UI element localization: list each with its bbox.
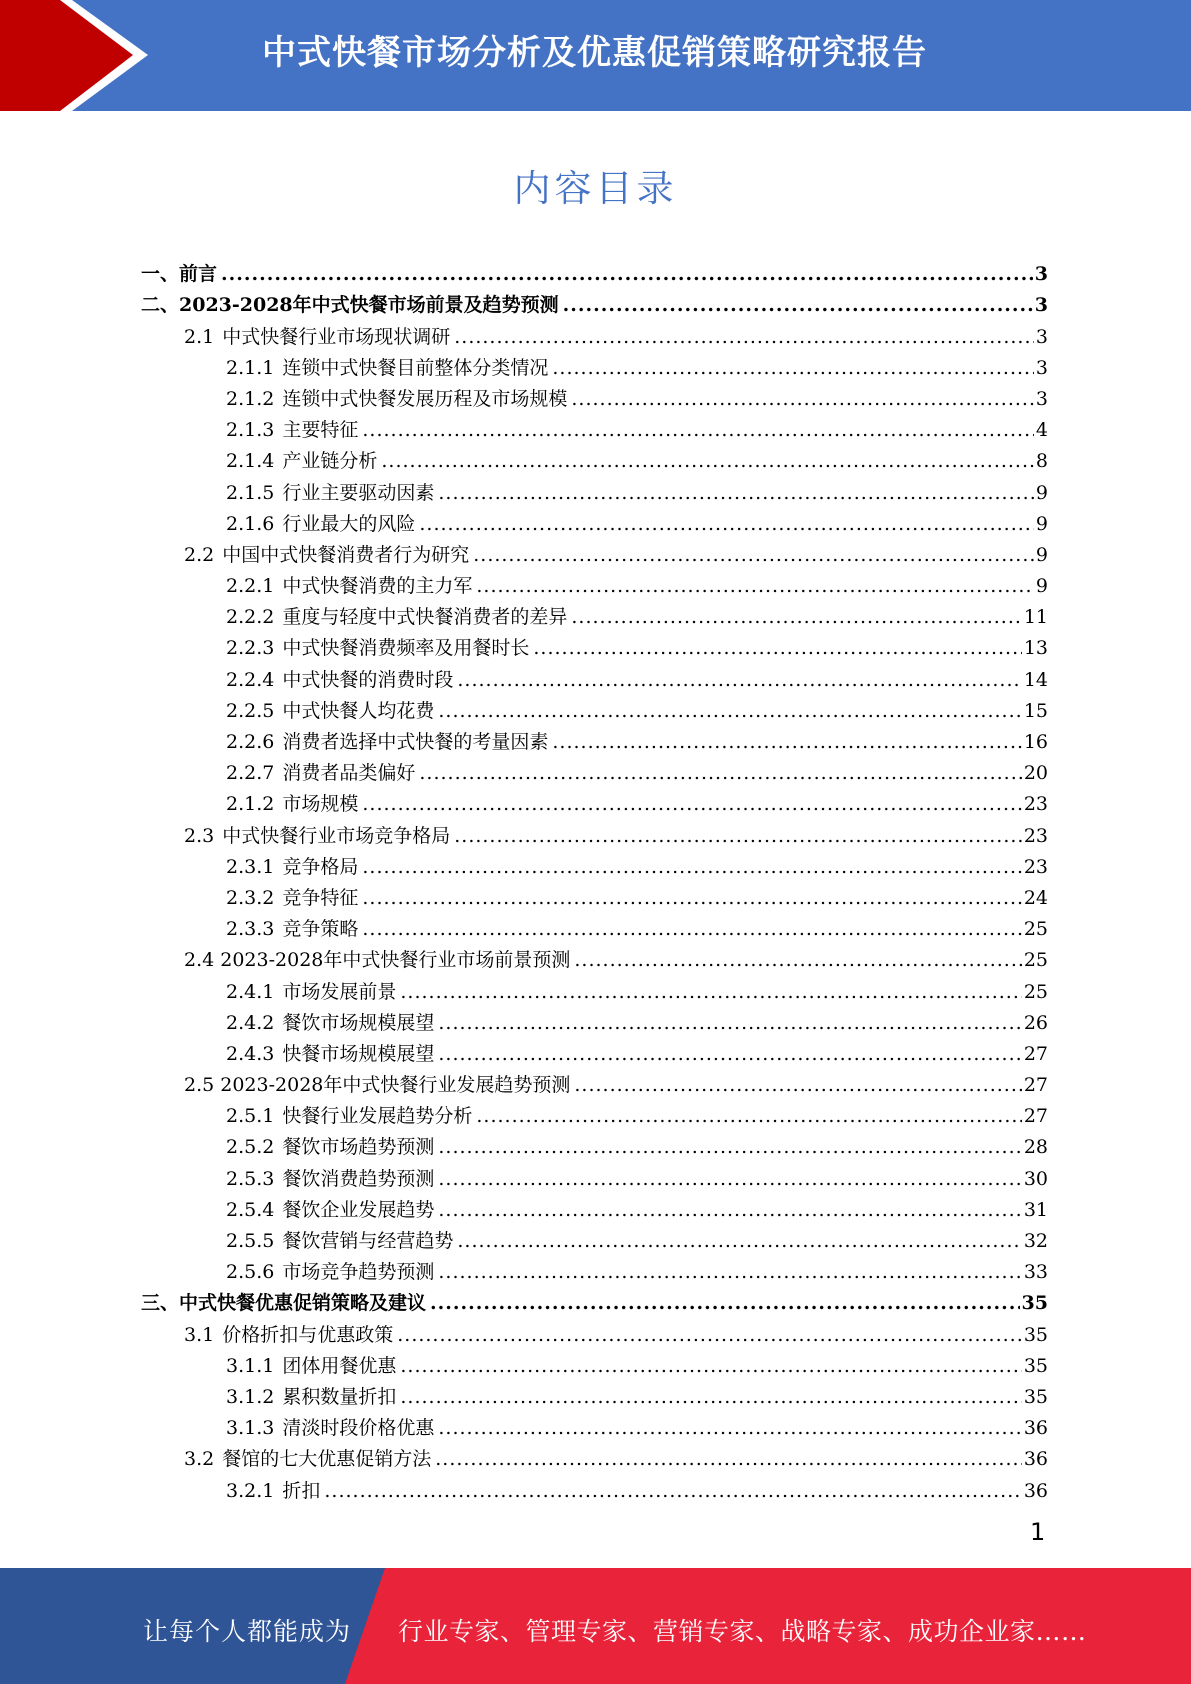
toc-leader-dots	[435, 1448, 1022, 1470]
toc-entry-title: 餐饮消费趋势预测	[282, 1167, 435, 1190]
toc-leader-dots	[438, 1136, 1021, 1158]
toc-entry[interactable]	[141, 1221, 1048, 1252]
toc-entry-title: 市场发展前景	[282, 980, 397, 1003]
toc-entry-page: 8	[1035, 450, 1048, 473]
toc-entry-number: 3.1.3	[226, 1417, 275, 1440]
toc-entry-page: 23	[1023, 793, 1048, 816]
toc-leader-dots	[397, 1324, 1022, 1346]
toc-leader-dots	[563, 294, 1033, 316]
toc-entry-title: 行业主要驱动因素	[282, 481, 435, 504]
toc-entry[interactable]	[141, 1190, 1048, 1221]
toc-leader-dots	[454, 825, 1022, 847]
toc-entry[interactable]	[141, 659, 1048, 690]
toc-entry-number: 3.2	[184, 1448, 215, 1471]
toc-entry-number: 2.1	[184, 325, 215, 348]
toc-leader-dots	[552, 357, 1034, 379]
toc-entry-page: 35	[1023, 1323, 1048, 1346]
toc-entry-title: 连锁中式快餐目前整体分类情况	[282, 356, 549, 379]
toc-leader-dots	[438, 1168, 1021, 1190]
toc-entry-number: 2.3	[184, 824, 215, 847]
toc-entry-title: 竞争策略	[282, 918, 359, 941]
toc-entry-number: 2.3.2	[226, 886, 275, 909]
toc-entry-title: 连锁中式快餐发展历程及市场规模	[282, 387, 568, 410]
toc-entry-title: 主要特征	[282, 419, 359, 442]
toc-entry-number: 2.1.3	[226, 419, 275, 442]
toc-entry[interactable]	[141, 971, 1048, 1002]
toc-entry-number: 2.2.3	[226, 637, 275, 660]
toc-entry-number: 2.1.6	[226, 512, 275, 535]
toc-leader-dots	[400, 981, 1021, 1003]
toc-entry-number: 2.5.5	[226, 1230, 275, 1252]
toc-entry-page: 28	[1023, 1136, 1048, 1159]
toc-leader-dots	[574, 1074, 1021, 1096]
toc-leader-dots	[430, 1292, 1020, 1314]
toc-entry-page: 9	[1035, 575, 1048, 598]
toc-entry[interactable]	[141, 1034, 1048, 1065]
toc-entry-title: 餐饮市场规模展望	[282, 1011, 435, 1034]
toc-entry-page: 3	[1034, 263, 1048, 286]
toc-entry-title: 清淡时段价格优惠	[282, 1417, 435, 1440]
toc-leader-dots	[457, 669, 1021, 691]
toc-entry-title: 市场规模	[282, 793, 359, 816]
toc-entry[interactable]	[141, 535, 1048, 566]
toc-entry-number: 2.2.2	[226, 606, 275, 629]
toc-entry[interactable]	[141, 1439, 1048, 1470]
toc-entry-title: 消费者选择中式快餐的考量因素	[282, 731, 549, 753]
toc-entry-title: 行业最大的风险	[282, 512, 416, 535]
toc-entry-number: 3.1.1	[226, 1354, 275, 1377]
toc-leader-dots	[438, 700, 1021, 722]
toc-entry-page: 9	[1035, 543, 1048, 566]
toc-entry-title: 累积数量折扣	[282, 1385, 397, 1408]
toc-entry-number: 2.2.1	[226, 575, 275, 598]
toc-entry-page: 32	[1023, 1230, 1048, 1252]
toc-entry[interactable]	[141, 753, 1048, 784]
toc-heading: 内容目录	[513, 167, 678, 210]
toc-leader-dots	[400, 1355, 1021, 1377]
toc-entry-number: 2.2.6	[226, 731, 275, 753]
toc-entry-number: 2.1.5	[226, 481, 275, 504]
toc-entry-title: 餐饮市场趋势预测	[282, 1136, 435, 1159]
toc-entry-page: 9	[1035, 481, 1048, 504]
toc-entry-title: 价格折扣与优惠政策	[222, 1323, 394, 1346]
toc-entry[interactable]	[141, 254, 1048, 285]
toc-entry-title: 竞争特征	[282, 886, 359, 909]
toc-entry-title: 快餐行业发展趋势分析	[282, 1105, 473, 1128]
toc-entry-page: 25	[1023, 918, 1048, 941]
toc-entry-title: 产业链分析	[282, 450, 378, 473]
toc-entry-title: 餐饮企业发展趋势	[282, 1198, 435, 1221]
toc-entry-title: 中式快餐人均花费	[282, 699, 435, 722]
toc-entry[interactable]	[141, 597, 1048, 628]
toc-entry[interactable]	[141, 1003, 1048, 1034]
toc-entry-page: 27	[1023, 1105, 1048, 1128]
table-of-contents	[141, 254, 1048, 1502]
toc-entry-number: 2.4.2	[226, 1011, 275, 1034]
header-banner	[0, 0, 1191, 111]
toc-entry-page: 4	[1035, 419, 1048, 442]
toc-entry-page: 11	[1023, 606, 1048, 629]
toc-entry-number: 2.4.1	[226, 980, 275, 1003]
toc-entry-number: 2.2	[184, 543, 215, 566]
toc-entry-page: 9	[1035, 512, 1048, 535]
toc-leader-dots	[362, 918, 1021, 940]
toc-leader-dots	[454, 326, 1034, 348]
toc-entry[interactable]	[141, 1346, 1048, 1377]
toc-entry-page: 3	[1034, 294, 1048, 317]
page-number: 1	[1030, 1518, 1046, 1546]
toc-leader-dots	[438, 482, 1034, 504]
toc-entry-title: 中式快餐消费频率及用餐时长	[282, 637, 530, 660]
toc-entry[interactable]	[141, 410, 1048, 441]
toc-entry-title: 中式快餐的消费时段	[282, 668, 454, 691]
toc-entry[interactable]	[141, 628, 1048, 659]
toc-entry-number: 2.2.7	[226, 762, 275, 785]
toc-entry-page: 23	[1023, 855, 1048, 878]
toc-leader-dots	[362, 793, 1021, 815]
red-chevron-decoration	[0, 0, 260, 111]
footer-banner	[0, 1568, 1191, 1684]
toc-entry[interactable]	[141, 504, 1048, 535]
toc-entry-page: 13	[1023, 637, 1048, 660]
toc-entry-number: 2.2.4	[226, 668, 275, 691]
toc-leader-dots	[381, 450, 1034, 472]
toc-entry[interactable]	[141, 1408, 1048, 1439]
toc-entry-title: 折扣	[282, 1479, 321, 1502]
toc-entry-page: 33	[1023, 1261, 1048, 1284]
toc-entry-number: 2.1.1	[226, 356, 275, 379]
toc-entry[interactable]	[141, 472, 1048, 503]
toc-entry-page: 30	[1023, 1167, 1048, 1190]
toc-leader-dots	[400, 1386, 1021, 1408]
toc-entry[interactable]	[141, 285, 1048, 316]
toc-entry-title: 团体用餐优惠	[282, 1354, 397, 1377]
toc-entry-title: 中国中式快餐消费者行为研究	[222, 543, 470, 566]
toc-entry-page: 35	[1021, 1292, 1048, 1315]
toc-entry-number: 3.2.1	[226, 1479, 275, 1502]
toc-entry-title: 中式快餐行业市场竞争格局	[222, 824, 451, 847]
toc-leader-dots	[438, 1199, 1021, 1221]
toc-entry-page: 23	[1023, 824, 1048, 847]
toc-entry-number: 2.5.1	[226, 1105, 275, 1128]
toc-entry[interactable]	[141, 379, 1048, 410]
toc-entry[interactable]	[141, 1252, 1048, 1283]
toc-entry-page: 36	[1023, 1417, 1048, 1440]
toc-entry-number: 2.5.3	[226, 1167, 275, 1190]
toc-entry[interactable]	[141, 441, 1048, 472]
toc-entry-number: 2.1.4	[226, 450, 275, 473]
toc-entry[interactable]	[141, 722, 1048, 753]
toc-leader-dots	[362, 419, 1034, 441]
toc-leader-dots	[457, 1230, 1021, 1252]
toc-entry-page: 24	[1023, 886, 1048, 909]
toc-entry-title: 一、前言	[141, 263, 218, 286]
toc-entry[interactable]	[141, 348, 1048, 379]
toc-entry-page: 14	[1023, 668, 1048, 691]
toc-leader-dots	[476, 575, 1034, 597]
toc-entry-page: 25	[1023, 949, 1048, 972]
toc-entry[interactable]	[141, 1127, 1048, 1158]
toc-entry[interactable]	[141, 566, 1048, 597]
toc-entry-title: 三、中式快餐优惠促销策略及建议	[141, 1292, 427, 1315]
toc-entry-page: 36	[1023, 1479, 1048, 1502]
toc-entry[interactable]	[141, 1065, 1048, 1096]
toc-entry-page: 31	[1023, 1198, 1048, 1221]
toc-entry[interactable]	[141, 878, 1048, 909]
toc-leader-dots	[476, 1105, 1021, 1127]
toc-entry-number: 3.1	[184, 1323, 215, 1346]
toc-entry-page: 3	[1035, 356, 1048, 379]
toc-entry[interactable]	[141, 784, 1048, 815]
toc-entry-title: 市场竞争趋势预测	[282, 1261, 435, 1284]
toc-entry-number: 2.5.2	[226, 1136, 275, 1159]
toc-entry-page: 16	[1023, 731, 1048, 753]
toc-entry[interactable]	[141, 940, 1048, 971]
toc-entry-page: 15	[1023, 699, 1048, 722]
toc-leader-dots	[438, 1261, 1021, 1283]
toc-leader-dots	[574, 949, 1021, 971]
toc-entry-page: 27	[1023, 1074, 1048, 1097]
toc-entry-page: 35	[1023, 1354, 1048, 1377]
toc-entry-number: 2.5.4	[226, 1198, 275, 1221]
toc-entry[interactable]	[141, 1314, 1048, 1345]
toc-entry-title: 中式快餐行业市场现状调研	[222, 325, 451, 348]
footer-slogan-left: 让每个人都能成为	[143, 1617, 352, 1646]
toc-entry[interactable]	[141, 1470, 1048, 1501]
toc-entry-page: 35	[1023, 1385, 1048, 1408]
toc-entry-number: 2.5.6	[226, 1261, 275, 1284]
toc-entry-title: 重度与轻度中式快餐消费者的差异	[282, 606, 568, 629]
toc-entry-number: 2.3.1	[226, 855, 275, 878]
toc-leader-dots	[571, 606, 1021, 628]
toc-leader-dots	[552, 731, 1021, 753]
report-title: 中式快餐市场分析及优惠促销策略研究报告	[262, 33, 927, 73]
toc-leader-dots	[419, 513, 1034, 535]
toc-entry-number: 2.1.2	[226, 793, 275, 816]
toc-entry-page: 26	[1023, 1011, 1048, 1034]
toc-entry[interactable]	[141, 1158, 1048, 1189]
toc-entry-page: 3	[1035, 325, 1048, 348]
toc-entry-page: 20	[1023, 762, 1048, 785]
toc-entry-title: 2.4 2023-2028年中式快餐行业市场前景预测	[184, 949, 571, 972]
toc-entry-title: 二、2023-2028年中式快餐市场前景及趋势预测	[141, 294, 559, 317]
toc-entry-number: 3.1.2	[226, 1385, 275, 1408]
toc-entry[interactable]	[141, 691, 1048, 722]
toc-entry-page: 27	[1023, 1042, 1048, 1065]
toc-leader-dots	[533, 637, 1021, 659]
toc-entry-number: 2.4.3	[226, 1042, 275, 1065]
toc-entry-page: 25	[1023, 980, 1048, 1003]
toc-entry-title: 餐馆的七大优惠促销方法	[222, 1448, 432, 1471]
toc-entry[interactable]	[141, 909, 1048, 940]
toc-entry-page: 3	[1035, 387, 1048, 410]
toc-leader-dots	[473, 544, 1034, 566]
toc-entry[interactable]	[141, 1377, 1048, 1408]
toc-entry[interactable]	[141, 1283, 1048, 1314]
toc-entry[interactable]	[141, 847, 1048, 878]
toc-entry-number: 2.2.5	[226, 699, 275, 722]
toc-entry-title: 2.5 2023-2028年中式快餐行业发展趋势预测	[184, 1074, 571, 1097]
toc-leader-dots	[571, 388, 1034, 410]
toc-leader-dots	[221, 263, 1033, 285]
footer-slogan-right: 行业专家、管理专家、营销专家、战略专家、成功企业家……	[398, 1617, 1087, 1646]
toc-entry-title: 消费者品类偏好	[282, 762, 416, 785]
toc-entry-number: 2.3.3	[226, 918, 275, 941]
toc-entry-title: 餐饮营销与经营趋势	[282, 1230, 454, 1252]
toc-leader-dots	[438, 1043, 1021, 1065]
toc-entry-title: 竞争格局	[282, 855, 359, 878]
toc-leader-dots	[438, 1012, 1021, 1034]
toc-leader-dots	[438, 1417, 1021, 1439]
toc-entry[interactable]	[141, 1096, 1048, 1127]
toc-entry-number: 2.1.2	[226, 387, 275, 410]
toc-entry[interactable]	[141, 815, 1048, 846]
toc-leader-dots	[419, 762, 1021, 784]
toc-leader-dots	[362, 856, 1021, 878]
toc-leader-dots	[324, 1480, 1021, 1502]
toc-entry[interactable]	[141, 316, 1048, 347]
toc-entry-page: 36	[1023, 1448, 1048, 1471]
toc-entry-title: 中式快餐消费的主力军	[282, 575, 473, 598]
toc-entry-title: 快餐市场规模展望	[282, 1042, 435, 1065]
toc-leader-dots	[362, 887, 1021, 909]
